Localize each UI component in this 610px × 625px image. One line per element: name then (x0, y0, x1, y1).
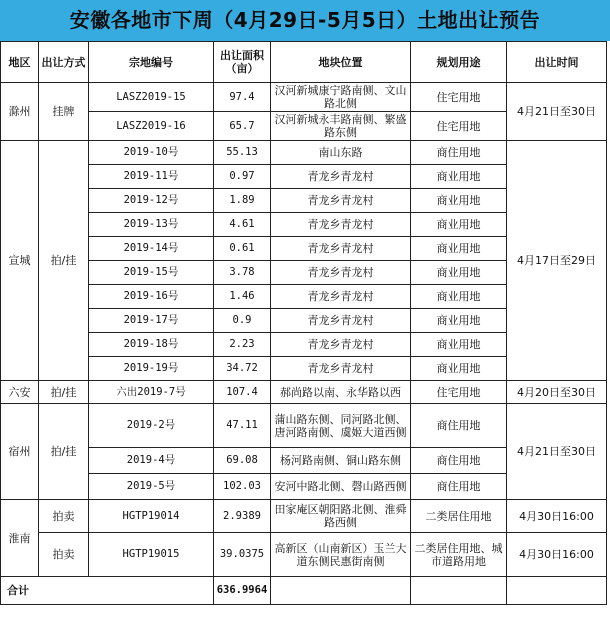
parcel-location: 青龙乡青龙村 (271, 309, 411, 333)
parcel-area: 65.7 (214, 112, 271, 141)
parcel-code: HGTP19014 (89, 500, 214, 533)
parcel-location: 青龙乡青龙村 (271, 357, 411, 381)
parcel-use: 商业用地 (411, 165, 507, 189)
parcel-location: 蒲山路东侧、同河路北侧、唐河路南侧、虞姬大道西侧 (271, 404, 411, 448)
empty-cell (411, 577, 507, 605)
table-row (1, 381, 607, 404)
land-auction-table (0, 41, 607, 605)
header-area: 出让面积（亩） (214, 42, 271, 83)
parcel-area: 102.03 (214, 474, 271, 500)
parcel-use: 住宅用地 (411, 381, 507, 404)
total-area: 636.9964 (214, 577, 271, 605)
parcel-location: 田家庵区朝阳路北侧、淮舜路西侧 (271, 500, 411, 533)
time-cell: 4月21日至30日 (507, 404, 607, 500)
parcel-code: HGTP19015 (89, 533, 214, 577)
parcel-area: 1.89 (214, 189, 271, 213)
parcel-location: 青龙乡青龙村 (271, 165, 411, 189)
parcel-use: 住宅用地 (411, 112, 507, 141)
time-cell: 4月21日至30日 (507, 83, 607, 141)
empty-cell (507, 577, 607, 605)
table-row (1, 533, 607, 577)
parcel-use: 商业用地 (411, 333, 507, 357)
parcel-use: 商住用地 (411, 474, 507, 500)
parcel-location: 青龙乡青龙村 (271, 261, 411, 285)
method-cell: 挂牌 (39, 83, 89, 141)
parcel-area: 55.13 (214, 141, 271, 165)
parcel-code: 六出2019-7号 (89, 381, 214, 404)
method-cell: 拍卖 (39, 533, 89, 577)
method-cell: 拍卖 (39, 500, 89, 533)
region-cell: 宿州 (1, 404, 39, 500)
parcel-code: LASZ2019-16 (89, 112, 214, 141)
header-parcel-no: 宗地编号 (89, 42, 214, 83)
parcel-location: 安河中路北侧、磬山路西侧 (271, 474, 411, 500)
header-method: 出让方式 (39, 42, 89, 83)
header-row (1, 42, 607, 83)
parcel-use: 商业用地 (411, 309, 507, 333)
parcel-location: 汉河新城永丰路南侧、繁盛路东侧 (271, 112, 411, 141)
parcel-area: 0.61 (214, 237, 271, 261)
total-row (1, 577, 607, 605)
parcel-area: 34.72 (214, 357, 271, 381)
total-label: 合计 (1, 577, 214, 605)
parcel-code: LASZ2019-15 (89, 83, 214, 112)
parcel-location: 青龙乡青龙村 (271, 189, 411, 213)
parcel-code: 2019-15号 (89, 261, 214, 285)
parcel-code: 2019-17号 (89, 309, 214, 333)
header-time: 出让时间 (507, 42, 607, 83)
parcel-area: 0.9 (214, 309, 271, 333)
header-use: 规划用途 (411, 42, 507, 83)
region-cell: 六安 (1, 381, 39, 404)
parcel-location: 汉河新城康宁路南侧、文山路北侧 (271, 83, 411, 112)
parcel-code: 2019-13号 (89, 213, 214, 237)
page-title: 安徽各地市下周（4月29日-5月5日）土地出让预告 (0, 0, 610, 41)
parcel-use: 二类居住用地 (411, 500, 507, 533)
parcel-use: 商业用地 (411, 213, 507, 237)
region-cell: 滁州 (1, 83, 39, 141)
parcel-location: 南山东路 (271, 141, 411, 165)
parcel-code: 2019-5号 (89, 474, 214, 500)
header-region: 地区 (1, 42, 39, 83)
region-cell: 宣城 (1, 141, 39, 381)
parcel-area: 2.9389 (214, 500, 271, 533)
parcel-location: 青龙乡青龙村 (271, 237, 411, 261)
parcel-code: 2019-14号 (89, 237, 214, 261)
parcel-location: 青龙乡青龙村 (271, 333, 411, 357)
parcel-area: 107.4 (214, 381, 271, 404)
parcel-area: 47.11 (214, 404, 271, 448)
header-location: 地块位置 (271, 42, 411, 83)
parcel-use: 商住用地 (411, 404, 507, 448)
parcel-use: 商业用地 (411, 357, 507, 381)
time-cell: 4月30日16:00 (507, 533, 607, 577)
parcel-code: 2019-16号 (89, 285, 214, 309)
parcel-area: 0.97 (214, 165, 271, 189)
parcel-use: 商业用地 (411, 285, 507, 309)
parcel-area: 4.61 (214, 213, 271, 237)
parcel-area: 39.0375 (214, 533, 271, 577)
parcel-area: 1.46 (214, 285, 271, 309)
parcel-area: 2.23 (214, 333, 271, 357)
parcel-code: 2019-11号 (89, 165, 214, 189)
parcel-location: 杨河路南侧、铜山路东侧 (271, 448, 411, 474)
parcel-use: 住宅用地 (411, 83, 507, 112)
parcel-use: 商业用地 (411, 237, 507, 261)
parcel-use: 商业用地 (411, 189, 507, 213)
parcel-use: 商住用地 (411, 141, 507, 165)
parcel-location: 郝尚路以南、永华路以西 (271, 381, 411, 404)
parcel-area: 3.78 (214, 261, 271, 285)
time-cell: 4月30日16:00 (507, 500, 607, 533)
table-row (1, 141, 607, 165)
method-cell: 拍/挂 (39, 404, 89, 500)
table-row (1, 83, 607, 112)
parcel-code: 2019-12号 (89, 189, 214, 213)
parcel-use: 二类居住用地、城市道路用地 (411, 533, 507, 577)
time-cell: 4月17日至29日 (507, 141, 607, 381)
method-cell: 拍/挂 (39, 141, 89, 381)
parcel-area: 69.08 (214, 448, 271, 474)
parcel-code: 2019-19号 (89, 357, 214, 381)
parcel-code: 2019-2号 (89, 404, 214, 448)
parcel-location: 高新区（山南新区）玉兰大道东侧民惠街南侧 (271, 533, 411, 577)
parcel-code: 2019-18号 (89, 333, 214, 357)
parcel-location: 青龙乡青龙村 (271, 213, 411, 237)
table-row (1, 404, 607, 448)
parcel-area: 97.4 (214, 83, 271, 112)
time-cell: 4月20日至30日 (507, 381, 607, 404)
table-row (1, 500, 607, 533)
region-cell: 淮南 (1, 500, 39, 577)
empty-cell (271, 577, 411, 605)
parcel-use: 商业用地 (411, 261, 507, 285)
method-cell: 拍/挂 (39, 381, 89, 404)
parcel-code: 2019-4号 (89, 448, 214, 474)
parcel-code: 2019-10号 (89, 141, 214, 165)
parcel-location: 青龙乡青龙村 (271, 285, 411, 309)
parcel-use: 商住用地 (411, 448, 507, 474)
